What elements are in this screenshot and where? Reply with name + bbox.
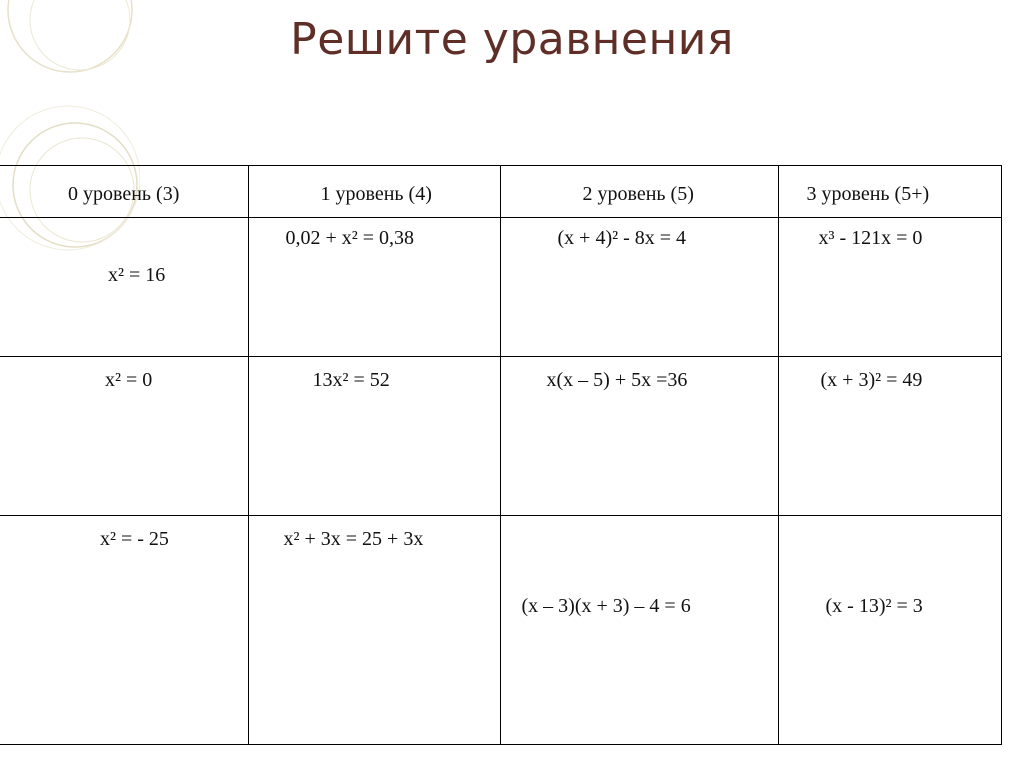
equations-table <box>0 165 1002 745</box>
table-row <box>0 218 1001 357</box>
equation-cell: x² = - 25 <box>0 515 248 744</box>
equation-cell: (x + 3)² = 49 <box>778 356 1001 515</box>
table-row <box>0 515 1001 744</box>
equation-cell: x² = 16 <box>0 218 248 357</box>
page-title: Решите уравнения <box>290 14 734 65</box>
equation-cell: x³ - 121x = 0 <box>778 218 1001 357</box>
equation-cell: x(x – 5) + 5x =36 <box>500 356 778 515</box>
header-level-3: 3 уровень (5+) <box>778 166 1001 218</box>
equation-cell: (x - 13)² = 3 <box>778 515 1001 744</box>
table-header-row <box>0 166 1001 218</box>
header-level-2: 2 уровень (5) <box>500 166 778 218</box>
header-level-0: 0 уровень (3) <box>0 166 248 218</box>
header-level-1: 1 уровень (4) <box>248 166 500 218</box>
equation-cell: (x + 4)² - 8x = 4 <box>500 218 778 357</box>
equation-cell: 0,02 + x² = 0,38 <box>248 218 500 357</box>
table-row <box>0 356 1001 515</box>
equation-cell: 13x² = 52 <box>248 356 500 515</box>
equation-cell: x² + 3x = 25 + 3x <box>248 515 500 744</box>
equation-cell: (x – 3)(x + 3) – 4 = 6 <box>500 515 778 744</box>
equation-cell: x² = 0 <box>0 356 248 515</box>
